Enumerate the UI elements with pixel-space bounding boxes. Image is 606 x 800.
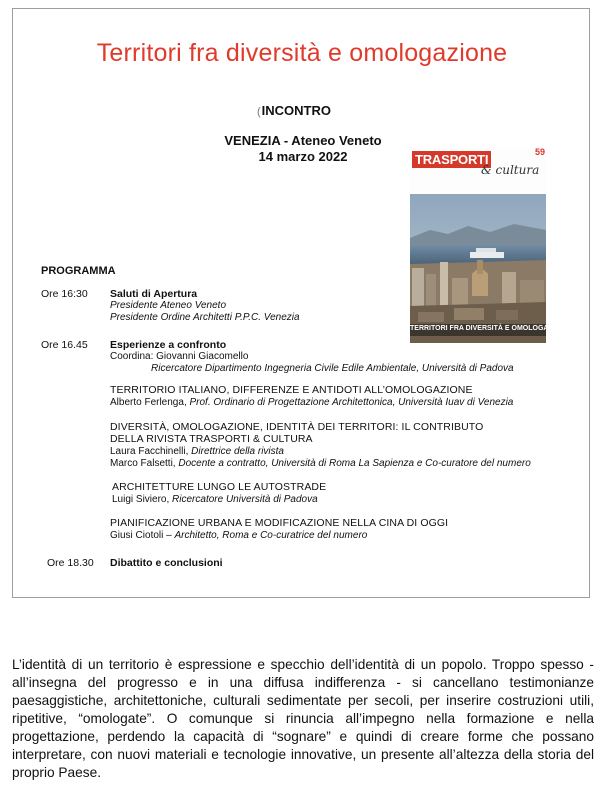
event-venue: VENEZIA - Ateneo Veneto bbox=[224, 133, 382, 148]
event-date: 14 marzo 2022 bbox=[258, 149, 348, 164]
talk-4-speaker-name: Giusi Ciotoli bbox=[110, 530, 164, 541]
coordinator-role: Ricercatore Dipartimento Ingegneria Civile Edile Ambientale, Università di Padova bbox=[151, 363, 514, 374]
talk-4-speaker-sep: – bbox=[163, 530, 175, 541]
program-heading: PROGRAMMA bbox=[41, 265, 116, 277]
magazine-brand: TRASPORTI bbox=[412, 151, 491, 168]
talk-3-title: ARCHITETTURE LUNGO LE AUTOSTRADE bbox=[112, 481, 327, 493]
talk-2-speaker-1-name: Laura Facchinelli bbox=[110, 446, 186, 457]
event-type-prefix: ( bbox=[257, 106, 261, 118]
coordinator-prefix: Coordina: bbox=[110, 351, 157, 362]
opening-title: Saluti di Apertura bbox=[110, 288, 198, 300]
opening-line-1: Presidente Ateneo Veneto bbox=[110, 300, 227, 311]
talk-1-speaker-role: Prof. Ordinario di Progettazione Architettonica, Università Iuav di Venezia bbox=[189, 397, 514, 408]
closing-time: Ore 18.30 bbox=[47, 557, 94, 569]
magazine-caption: TERRITORI FRA DIVERSITÀ E OMOLOGAZIONE bbox=[410, 325, 570, 332]
intro-paragraph: L’identità di un territorio è espressione e specchio dell’identità di un popolo. Troppo spesso - all’insegna del progresso e in una diffusa indifferenza - si cancellano testimonianze paesaggistiche, architettoniche, culturali sedimentate per secoli, per inserire costruzioni utili, ripetitive, “omologate”. O comunque si rinuncia all’impegno nella formazione e nella progettazione, perdendo la capacità di “sognare” e quindi di creare forme che possano interpretare, con nuovi materiali e tecnologie innovative, un presente all’altezza della storia del proprio Paese. bbox=[12, 657, 594, 780]
talk-2-speaker-2-name: Marco Falsetti bbox=[110, 458, 173, 469]
talk-2-title-line-2: DELLA RIVISTA TRASPORTI & CULTURA bbox=[110, 433, 313, 445]
magazine-subtitle bbox=[413, 183, 545, 189]
cityscape-photo bbox=[410, 194, 570, 343]
talk-4-speaker bbox=[110, 530, 367, 541]
talk-1-title: TERRITORIO ITALIANO, DIFFERENZE E ANTIDOTI ALL’OMOLOGAZIONE bbox=[110, 384, 473, 396]
talk-4-title: PIANIFICAZIONE URBANA E MODIFICAZIONE NELLA CINA DI OGGI bbox=[110, 517, 449, 529]
talk-3-speaker-role: Ricercatore Università di Padova bbox=[172, 494, 318, 505]
magazine-issue-number: 59 bbox=[534, 147, 545, 157]
talk-2-title-line-1: DIVERSITÀ, OMOLOGAZIONE, IDENTITÀ DEI TERRITORI: IL CONTRIBUTO bbox=[110, 421, 484, 433]
experiences-title: Esperienze a confronto bbox=[110, 339, 227, 351]
talk-1-speaker: Alberto Ferlenga, Prof. Ordinario di Progettazione Architettonica, Università Iuav di Venezia bbox=[110, 397, 514, 408]
magazine-cover bbox=[409, 147, 570, 343]
event-title: Territori fra diversità e omologazione bbox=[96, 39, 508, 67]
closing-title: Dibattito e conclusioni bbox=[110, 557, 223, 569]
talk-2-speaker-2-role: Docente a contratto, Università di Roma La Sapienza e Co-curatore del numero bbox=[178, 458, 531, 469]
magazine-cover-photo bbox=[410, 194, 570, 343]
talk-2-speaker-2: Marco Falsetti, Docente a contratto, Università di Roma La Sapienza e Co-curatore del numero bbox=[110, 458, 531, 469]
talk-4-speaker-role: Architetto, Roma e Co-curatrice del numero bbox=[174, 530, 368, 541]
magazine-brand-script: & cultura bbox=[481, 163, 540, 177]
talk-1-speaker-name: Alberto Ferlenga bbox=[110, 397, 184, 408]
talk-2-speaker-1: Laura Facchinelli, Direttrice della rivista bbox=[110, 446, 284, 457]
coordinator bbox=[110, 351, 248, 362]
experiences-time: Ore 16.45 bbox=[41, 339, 88, 351]
opening-line-2: Presidente Ordine Architetti P.P.C. Venezia bbox=[110, 312, 300, 323]
opening-time: Ore 16:30 bbox=[41, 288, 88, 300]
talk-3-speaker: Luigi Siviero, Ricercatore Università di Padova bbox=[112, 494, 318, 505]
coordinator-name: Giovanni Giacomello bbox=[156, 351, 249, 362]
event-flyer-frame bbox=[12, 8, 590, 598]
event-type bbox=[257, 103, 331, 118]
event-type-label: INCONTRO bbox=[261, 103, 332, 118]
talk-3-speaker-name: Luigi Siviero bbox=[112, 494, 167, 505]
talk-2-speaker-1-role: Direttrice della rivista bbox=[191, 446, 284, 457]
